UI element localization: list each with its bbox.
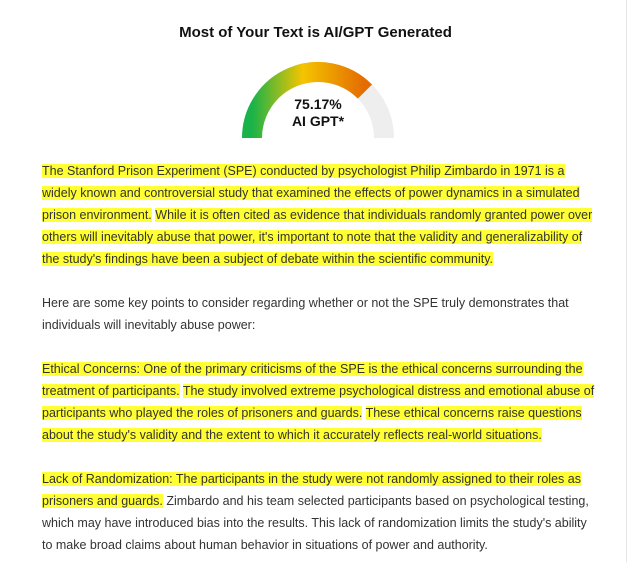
text-paragraph [42,468,597,556]
result-title: Most of Your Text is AI/GPT Generated [179,24,452,41]
plain-sentence: Here are some key points to consider regarding whether or not the SPE truly demonstrates that individuals will inevitably abuse power: [42,296,569,332]
text-paragraph [42,292,597,336]
ai-highlighted-sentence: While it is often cited as evidence that individuals randomly granted power over others will inevitably abuse that power, it's important to note that the validity and generalizability of the study's findings have been a subject of debate within the scientific community. [42,208,593,266]
ai-highlighted-sentence: The Stanford Prison Experiment (SPE) conducted by psychologist Philip Zimbardo in 1971 is a widely known and controversial study that examined the effects of power dynamics in a simulated prison environment. [42,164,580,222]
text-paragraph [42,160,597,270]
ai-highlighted-sentence: The study involved extreme psychological distress and emotional abuse of participants who played the roles of prisoners and guards. [42,384,595,420]
ai-highlighted-sentence: Lack of Randomization: The participants in the study were not randomly assigned to their roles as prisoners and guards. [42,472,581,508]
ai-highlighted-sentence: These ethical concerns raise questions about the study's validity and the extent to which it accurately reflects real-world situations. [42,406,582,442]
ai-highlighted-sentence: Ethical Concerns: One of the primary criticisms of the SPE is the ethical concerns surrounding the treatment of participants. [42,362,583,398]
score-label: AI GPT* [291,113,345,129]
text-paragraph [42,358,597,446]
gauge-readout [238,96,398,130]
ai-score-gauge [238,58,398,138]
score-value: 75.17% [294,96,342,112]
analyzed-text [42,160,597,578]
plain-sentence: Zimbardo and his team selected participants based on psychological testing, which may have introduced bias into the results. This lack of randomization limits the study's ability to make broad claims about human behavior in situations of power and authority. [42,494,589,552]
